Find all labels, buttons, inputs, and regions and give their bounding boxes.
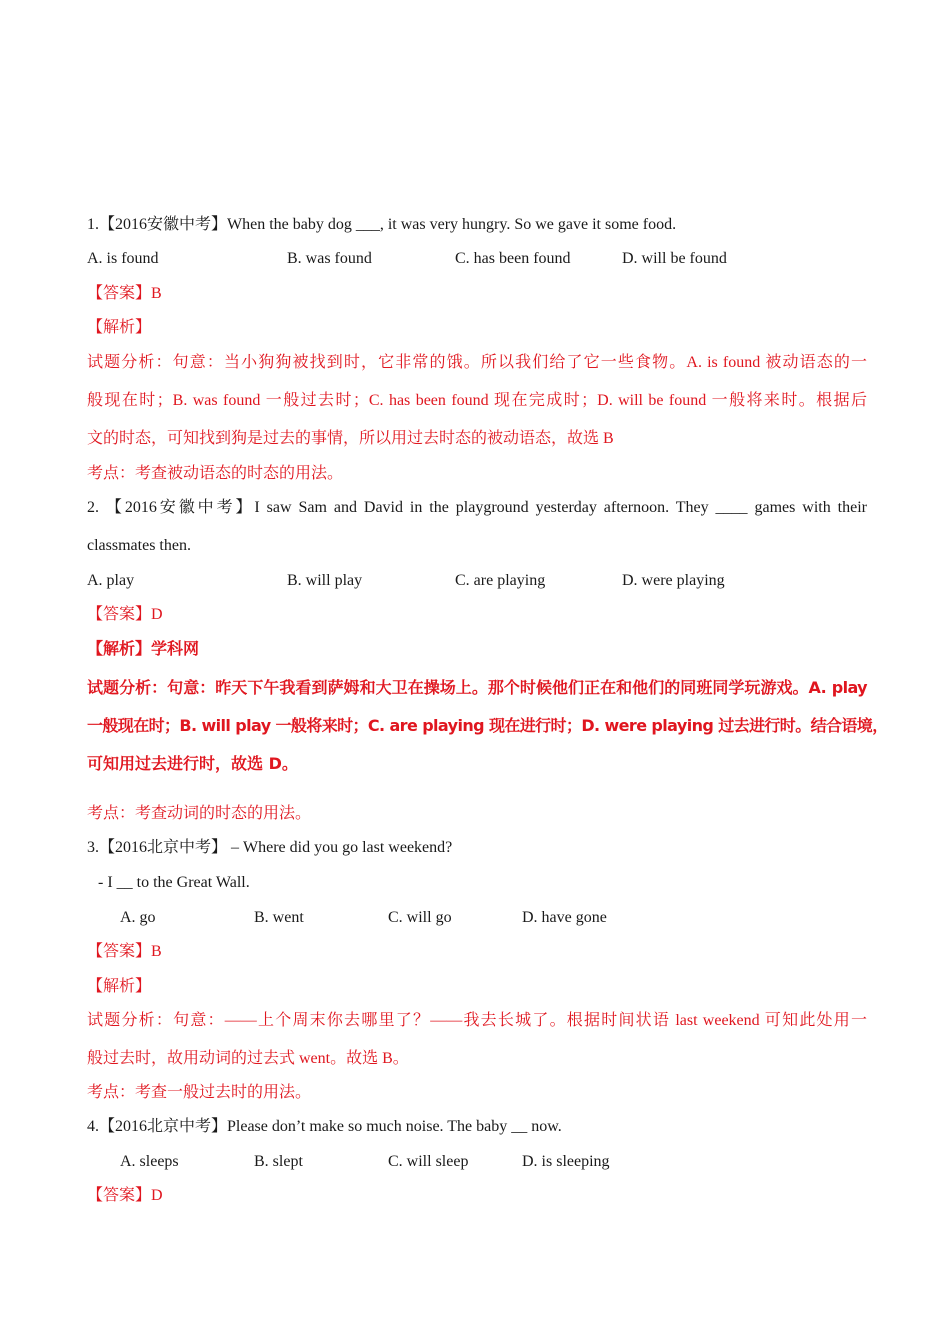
option-b: B. will play xyxy=(287,572,363,589)
kaodian-1: 考点：考查被动语态的时态的用法。 xyxy=(87,465,344,482)
analysis-2-line-3: 可知用过去进行时，故选 D。 xyxy=(87,754,298,773)
kaodian-2: 考点：考查动词的时态的用法。 xyxy=(87,805,312,822)
option-c: C. are playing xyxy=(455,572,546,589)
option-a: A. go xyxy=(120,909,156,926)
option-c: C. has been found xyxy=(455,250,571,267)
kaodian-3: 考点：考查一般过去时的用法。 xyxy=(87,1084,312,1101)
analysis-1-line-2: 般现在时；B. was found 一般过去时；C. has been found 现在完成时；D. will be found 一般将来时。根据后 xyxy=(87,392,867,409)
analysis-label-3: 【解析】 xyxy=(87,978,152,995)
analysis-label-1: 【解析】 xyxy=(87,319,152,336)
answer-3: 【答案】B xyxy=(87,943,162,960)
question-3-stem-line-1: 3.【2016北京中考】 – Where did you go last weekend? xyxy=(87,839,453,856)
question-4-stem: 4.【2016北京中考】Please don’t make so much noise. The baby __ now. xyxy=(87,1118,562,1135)
analysis-3-line-1: 试题分析：句意：——上个周末你去哪里了？——我去长城了。根据时间状语 last weekend 可知此处用一 xyxy=(87,1012,867,1029)
analysis-2-line-1: 试题分析：句意：昨天下午我看到萨姆和大卫在操场上。那个时候他们正在和他们的同班同学玩游戏。A. play xyxy=(87,678,867,697)
option-d: D. will be found xyxy=(622,250,727,267)
option-b: B. was found xyxy=(287,250,372,267)
question-2-stem-line-1: 2. 【2016安徽中考】I saw Sam and David in the playground yesterday afternoon. They ____ games with their xyxy=(87,499,867,516)
analysis-1-line-3: 文的时态，可知找到狗是过去的事情，所以用过去时态的被动语态，故选 B xyxy=(87,430,614,447)
question-3-stem-line-2: - I __ to the Great Wall. xyxy=(98,874,250,891)
answer-2: 【答案】D xyxy=(87,606,163,623)
option-a: A. is found xyxy=(87,250,159,267)
option-a: A. sleeps xyxy=(120,1153,179,1170)
option-b: B. slept xyxy=(254,1153,303,1170)
question-1-stem: 1.【2016安徽中考】When the baby dog ___, it was very hungry. So we gave it some food. xyxy=(87,216,677,233)
question-2-stem-line-2: classmates then. xyxy=(87,537,191,554)
option-d: D. is sleeping xyxy=(522,1153,610,1170)
option-d: D. were playing xyxy=(622,572,725,589)
answer-4: 【答案】D xyxy=(87,1187,163,1204)
option-b: B. went xyxy=(254,909,304,926)
option-c: C. will go xyxy=(388,909,452,926)
option-c: C. will sleep xyxy=(388,1153,469,1170)
analysis-1-line-1: 试题分析：句意：当小狗狗被找到时，它非常的饿。所以我们给了它一些食物。A. is found 被动语态的一 xyxy=(87,354,867,371)
analysis-2-line-2: 一般现在时；B. will play 一般将来时；C. are playing 现在进行时；D. were playing 过去进行时。结合语境， xyxy=(87,716,888,735)
option-a: A. play xyxy=(87,572,135,589)
analysis-3-line-2: 般过去时，故用动词的过去式 went。故选 B。 xyxy=(87,1050,409,1067)
answer-1: 【答案】B xyxy=(87,285,162,302)
option-d: D. have gone xyxy=(522,909,607,926)
analysis-label-2: 【解析】学科网 xyxy=(87,639,200,658)
